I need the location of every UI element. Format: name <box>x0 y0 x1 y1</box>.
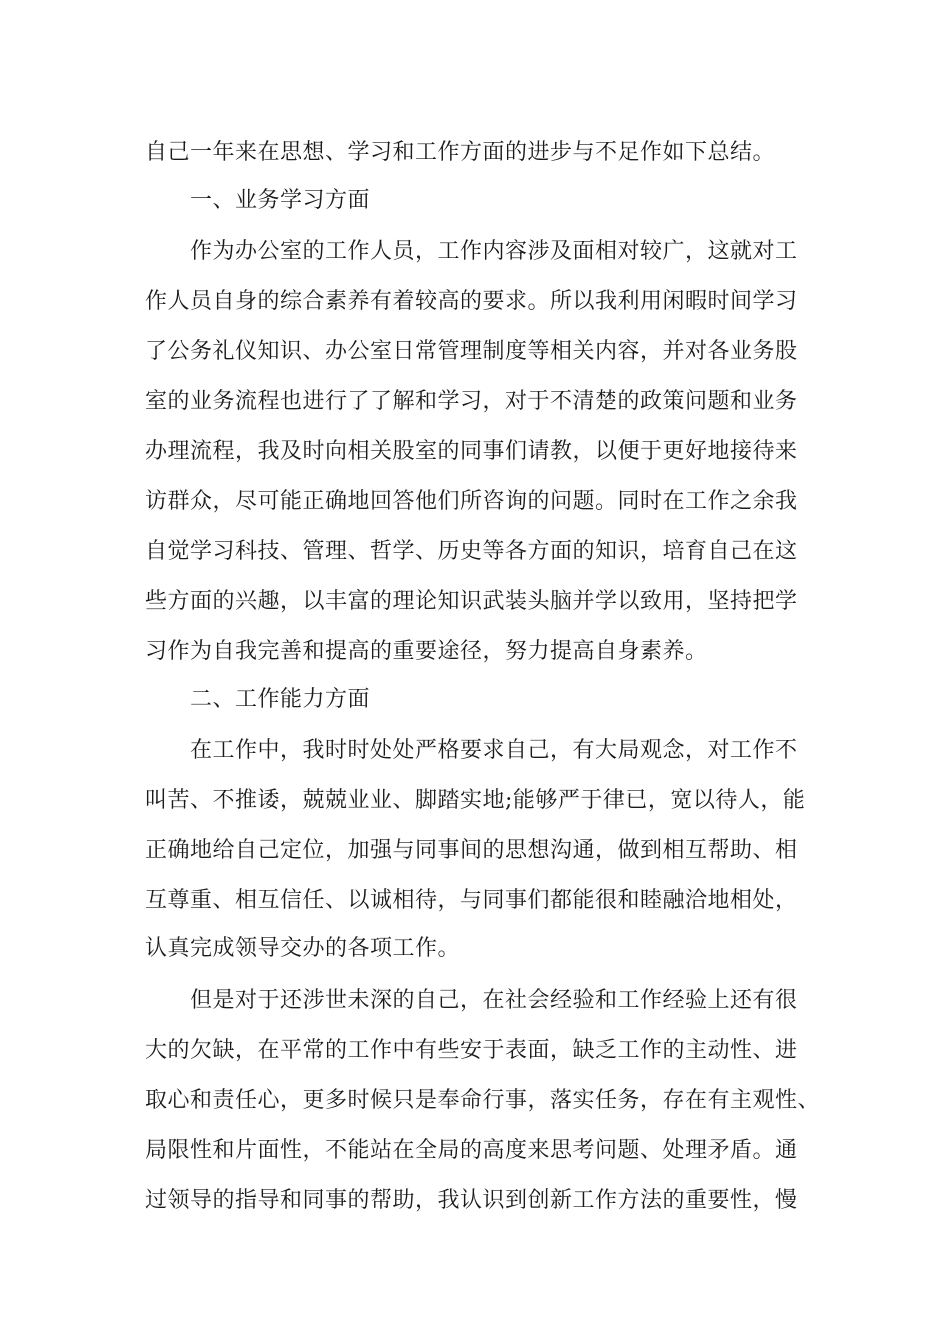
paragraph-first-line: 但是对于还涉世未深的自己，在社会经验和工作经验上还有很 <box>190 988 798 1013</box>
body-text-line: 正确地给自己定位，加强与同事间的思想沟通，做到相互帮助、相 <box>145 838 798 863</box>
body-text-line: 取心和责任心，更多时候只是奉命行事，落实任务，存在有主观性、 <box>145 1088 821 1113</box>
body-text-line: 过领导的指导和同事的帮助，我认识到创新工作方法的重要性，慢 <box>145 1188 798 1213</box>
section-heading-business-study: 一、业务学习方面 <box>190 188 371 213</box>
body-text-line: 大的欠缺，在平常的工作中有些安于表面，缺乏工作的主动性、进 <box>145 1038 798 1063</box>
body-text-line: 办理流程，我及时向相关股室的同事们请教，以便于更好地接待来 <box>145 439 798 464</box>
body-text-line: 了公务礼仪知识、办公室日常管理制度等相关内容，并对各业务股 <box>145 339 798 364</box>
paragraph-first-line: 在工作中，我时时处处严格要求自己，有大局观念，对工作不 <box>190 738 798 763</box>
body-text-line: 些方面的兴趣，以丰富的理论知识武装头脑并学以致用，坚持把学 <box>145 589 798 614</box>
section-heading-work-ability: 二、工作能力方面 <box>190 687 371 712</box>
body-text-line: 认真完成领导交办的各项工作。 <box>145 936 461 961</box>
body-text-line: 自己一年来在思想、学习和工作方面的进步与不足作如下总结。 <box>145 140 776 165</box>
paragraph-first-line: 作为办公室的工作人员，工作内容涉及面相对较广，这就对工 <box>190 239 798 264</box>
body-text-line: 习作为自我完善和提高的重要途径，努力提高自身素养。 <box>145 639 708 664</box>
body-text-line: 局限性和片面性，不能站在全局的高度来思考问题、处理矛盾。通 <box>145 1138 798 1163</box>
body-text-line: 叫苦、不推诿，兢兢业业、脚踏实地;能够严于律已，宽以待人，能 <box>145 788 806 813</box>
body-text-line: 作人员自身的综合素养有着较高的要求。所以我利用闲暇时间学习 <box>145 289 798 314</box>
body-text-line: 互尊重、相互信任、以诚相待，与同事们都能很和睦融洽地相处， <box>145 888 798 913</box>
body-text-line: 自觉学习科技、管理、哲学、历史等各方面的知识，培育自己在这 <box>145 539 798 564</box>
body-text-line: 访群众，尽可能正确地回答他们所咨询的问题。同时在工作之余我 <box>145 489 798 514</box>
body-text-line: 室的业务流程也进行了了解和学习，对于不清楚的政策问题和业务 <box>145 389 798 414</box>
